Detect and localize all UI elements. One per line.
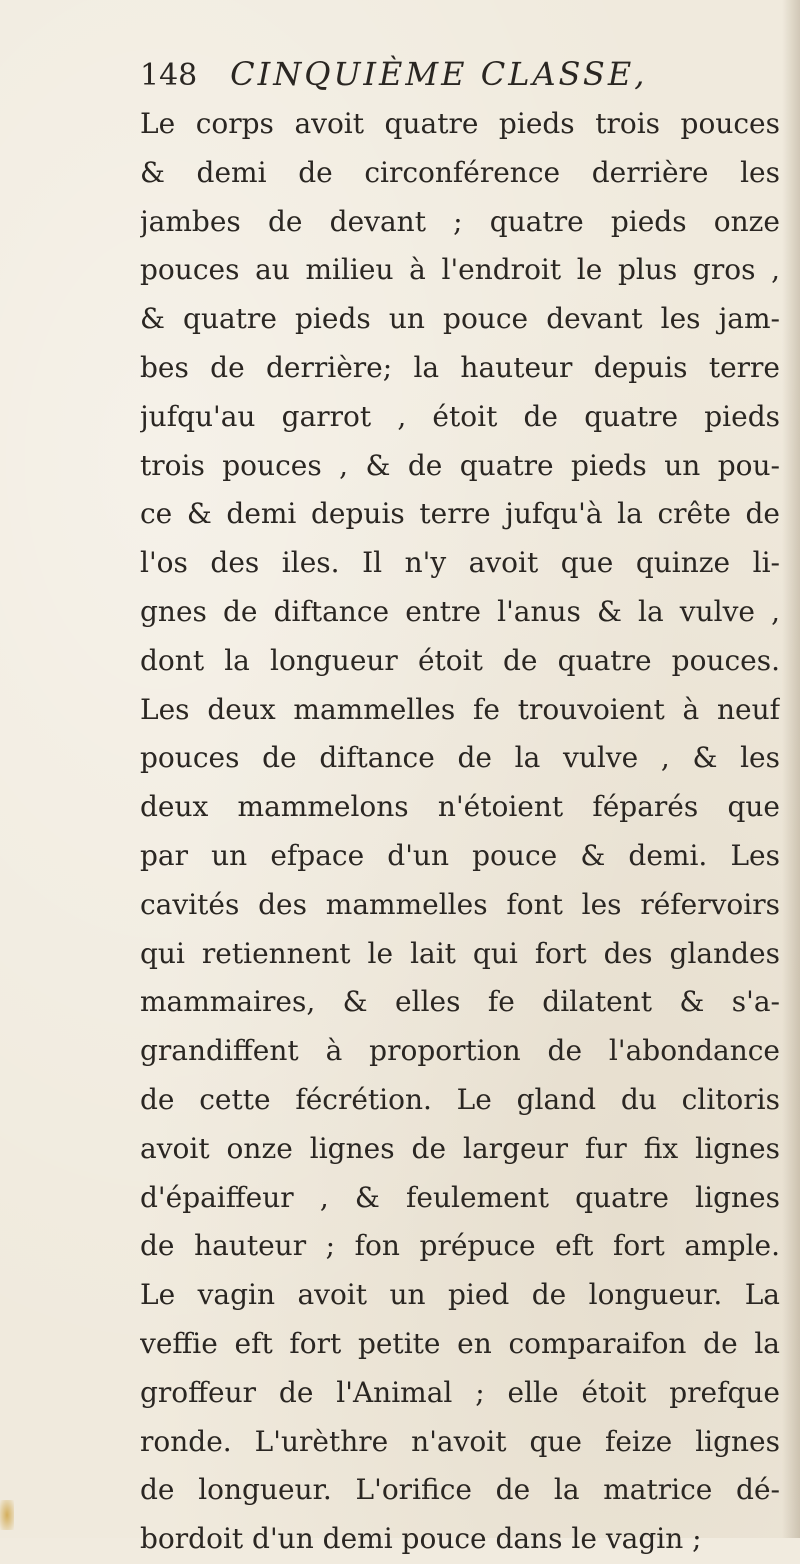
text-line: mammaires, & elles fe dilatent & s'a-	[140, 985, 780, 1019]
text-line: & demi de circonférence derrière les	[140, 155, 780, 189]
text-line: de longueur. L'orifice de la matrice dé-	[140, 1473, 780, 1507]
text-line: avoit onze lignes de largeur fur fix lignes	[140, 1131, 780, 1165]
text-line: Le vagin avoit un pied de longueur. La	[140, 1278, 780, 1312]
text-line: grandiffent à proportion de l'abondance	[140, 1034, 780, 1068]
text-line: jufqu'au garrot , étoit de quatre pieds	[140, 399, 780, 433]
running-title: CINQUIÈME CLASSE,	[230, 55, 648, 93]
text-line: qui retiennent le lait qui fort des glandes	[140, 936, 780, 970]
text-line: jambes de devant ; quatre pieds onze	[140, 204, 780, 238]
text-line: d'épaiffeur , & feulement quatre lignes	[140, 1180, 780, 1214]
text-line: dont la longueur étoit de quatre pouces.	[140, 643, 780, 677]
text-line: pouces de diftance de la vulve , & les	[140, 741, 780, 775]
page-number: 148	[140, 58, 198, 93]
text-line: gnes de diftance entre l'anus & la vulve ,	[140, 594, 780, 628]
page-header	[140, 52, 780, 96]
text-line: bes de derrière; la hauteur depuis terre	[140, 350, 780, 384]
text-line: de cette fécrétion. Le gland du clitoris	[140, 1082, 780, 1116]
text-line: veffie eft fort petite en comparaifon de la	[140, 1326, 780, 1360]
text-line: & quatre pieds un pouce devant les jam-	[140, 302, 780, 336]
text-line: groffeur de l'Animal ; elle étoit prefque	[140, 1375, 780, 1409]
text-line: cavités des mammelles font les réfervoirs	[140, 887, 780, 921]
text-line: bordoit d'un demi pouce dans le vagin ;	[140, 1522, 702, 1556]
text-line: ronde. L'urèthre n'avoit que feize lignes	[140, 1424, 780, 1458]
page-edge-shadow	[782, 0, 800, 1538]
text-line: de hauteur ; fon prépuce eft fort ample.	[140, 1229, 780, 1263]
body-text	[140, 100, 780, 1564]
text-line: l'os des iles. Il n'y avoit que quinze li-	[140, 546, 780, 580]
text-line: Les deux mammelles fe trouvoient à neuf	[140, 692, 780, 726]
text-line: ce & demi depuis terre jufqu'à la crête de	[140, 497, 780, 531]
text-line: Le corps avoit quatre pieds trois pouces	[140, 107, 780, 140]
text-line: pouces au milieu à l'endroit le plus gros ,	[140, 253, 780, 287]
text-line: par un efpace d'un pouce & demi. Les	[140, 838, 780, 872]
paper-stain	[0, 1500, 14, 1530]
text-line: deux mammelons n'étoient féparés que	[140, 790, 780, 824]
text-line: trois pouces , & de quatre pieds un pou-	[140, 448, 780, 482]
